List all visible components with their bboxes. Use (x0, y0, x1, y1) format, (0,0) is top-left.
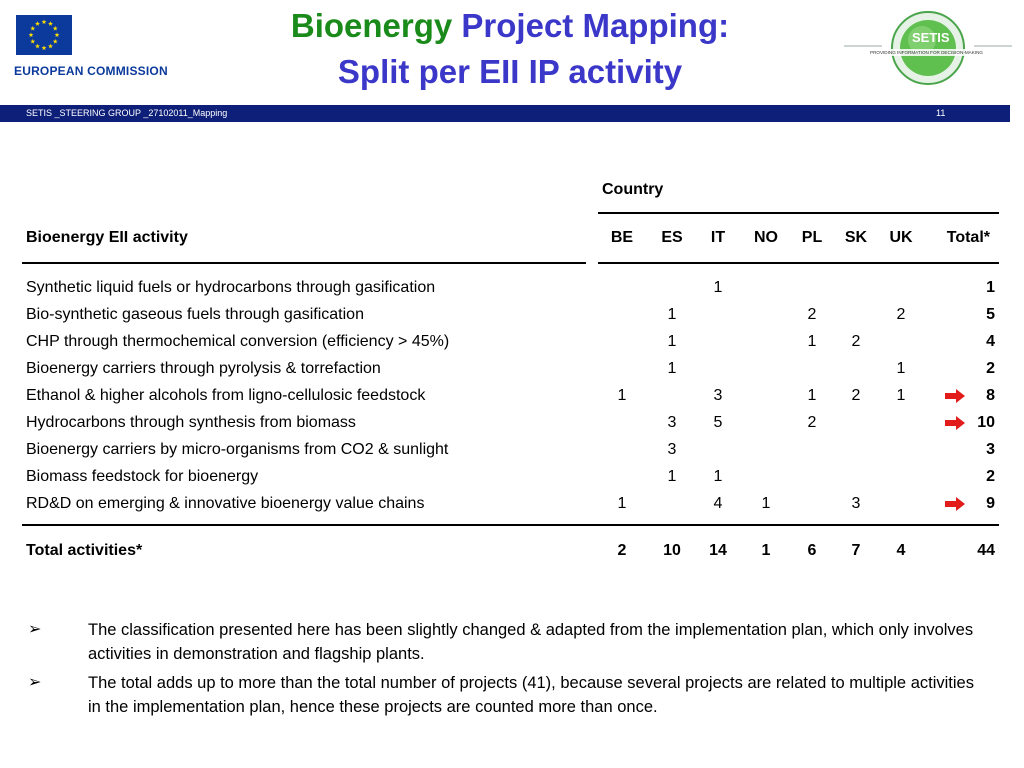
table-cell: 2 (896, 306, 906, 323)
table-cell: 2 (851, 387, 861, 404)
activity-label: Synthetic liquid fuels or hydrocarbons through gasification (26, 279, 436, 296)
table-cell: 1 (896, 387, 906, 404)
column-header-it: IT (710, 229, 726, 246)
note-classification: The classification presented here has been slightly changed & adapted from the implementation plan, which only involves activities in demonstration and flagship plants. (88, 621, 974, 663)
total-cell: 4 (896, 542, 906, 559)
table-cell: 1 (713, 468, 723, 485)
table-cell: 2 (807, 306, 817, 323)
total-cell: 44 (977, 542, 995, 559)
column-header-total: Total* (946, 229, 990, 246)
highlight-arrow-icon (944, 389, 966, 403)
title-rest: Project Mapping: (461, 7, 730, 44)
column-header-no: NO (754, 229, 778, 246)
activity-label: Biomass feedstock for bioenergy (26, 468, 259, 485)
document-reference: SETIS _STEERING GROUP _27102011_Mapping (26, 108, 228, 118)
total-cell: 6 (807, 542, 817, 559)
table-cell: 3 (851, 495, 861, 512)
bullet-icon: ➢ (28, 621, 42, 638)
column-header-es: ES (661, 229, 683, 246)
title-word-bioenergy: Bioenergy (290, 7, 453, 44)
activity-label: RD&D on emerging & innovative bioenergy value chains (26, 495, 425, 512)
eu-flag-logo (16, 15, 72, 55)
total-cell: 1 (761, 542, 771, 559)
table-cell: 1 (667, 360, 677, 377)
page-number: 11 (936, 108, 946, 118)
column-header-uk: UK (889, 229, 913, 246)
table-cell: 1 (667, 306, 677, 323)
row-total-cell: 3 (986, 441, 995, 458)
table-cell: 1 (761, 495, 771, 512)
total-cell: 7 (851, 542, 861, 559)
country-group-header: Country (602, 181, 664, 198)
row-total-cell: 5 (986, 306, 995, 323)
table-cell: 2 (807, 414, 817, 431)
table-cell: 1 (807, 387, 817, 404)
row-total-cell: 2 (986, 468, 995, 485)
page-subtitle: Split per EII IP activity (337, 53, 683, 90)
totals-rule (22, 524, 999, 526)
activity-label: Bio-synthetic gaseous fuels through gasification (26, 306, 364, 323)
total-cell: 2 (617, 542, 627, 559)
setis-logo-tagline: PROVIDING INFORMATION FOR DECISION-MAKING (870, 50, 983, 55)
column-header-sk: SK (844, 229, 868, 246)
total-activities-label: Total activities* (26, 542, 143, 559)
bullet-icon: ➢ (28, 674, 42, 691)
table-cell: 1 (617, 387, 627, 404)
row-total-cell: 2 (986, 360, 995, 377)
highlight-arrow-icon (944, 416, 966, 430)
eu-stars-icon (16, 15, 72, 55)
activity-label: Bioenergy carriers through pyrolysis & torrefaction (26, 360, 381, 377)
table-cell: 4 (713, 495, 723, 512)
header-rule-left (22, 262, 586, 264)
activity-label: Hydrocarbons through synthesis from biomass (26, 414, 356, 431)
column-header-be: BE (610, 229, 634, 246)
row-total-cell: 8 (986, 387, 995, 404)
header-rule-right (598, 262, 999, 264)
page-title (180, 6, 840, 46)
table-cell: 3 (713, 387, 723, 404)
table-cell: 5 (713, 414, 723, 431)
table-cell: 3 (667, 414, 677, 431)
footer-bar (0, 105, 1010, 122)
row-total-cell: 9 (986, 495, 995, 512)
table-cell: 1 (617, 495, 627, 512)
row-total-cell: 4 (986, 333, 995, 350)
highlight-arrow-icon (944, 497, 966, 511)
row-total-cell: 10 (977, 414, 995, 431)
total-cell: 14 (709, 542, 727, 559)
note-total: The total adds up to more than the total number of projects (41), because several projects are related to multiple activities in the implementation plan, hence these projects are counted more than once. (88, 674, 974, 716)
table-cell: 1 (896, 360, 906, 377)
table-cell: 3 (667, 441, 677, 458)
activity-label: Bioenergy carriers by micro-organisms from CO2 & sunlight (26, 441, 449, 458)
setis-logo (842, 8, 1014, 92)
country-header-rule (598, 212, 999, 214)
table-cell: 1 (713, 279, 723, 296)
activity-label: Ethanol & higher alcohols from ligno-cellulosic feedstock (26, 387, 426, 404)
row-total-cell: 1 (986, 279, 995, 296)
activity-label: CHP through thermochemical conversion (efficiency > 45%) (26, 333, 450, 350)
table-cell: 1 (807, 333, 817, 350)
table-cell: 2 (851, 333, 861, 350)
setis-logo-text: SETIS (912, 30, 950, 45)
total-cell: 10 (663, 542, 681, 559)
table-cell: 1 (667, 333, 677, 350)
column-header-pl: PL (801, 229, 823, 246)
activity-column-header: Bioenergy EII activity (26, 229, 188, 246)
org-name: EUROPEAN COMMISSION (14, 64, 168, 78)
table-cell: 1 (667, 468, 677, 485)
